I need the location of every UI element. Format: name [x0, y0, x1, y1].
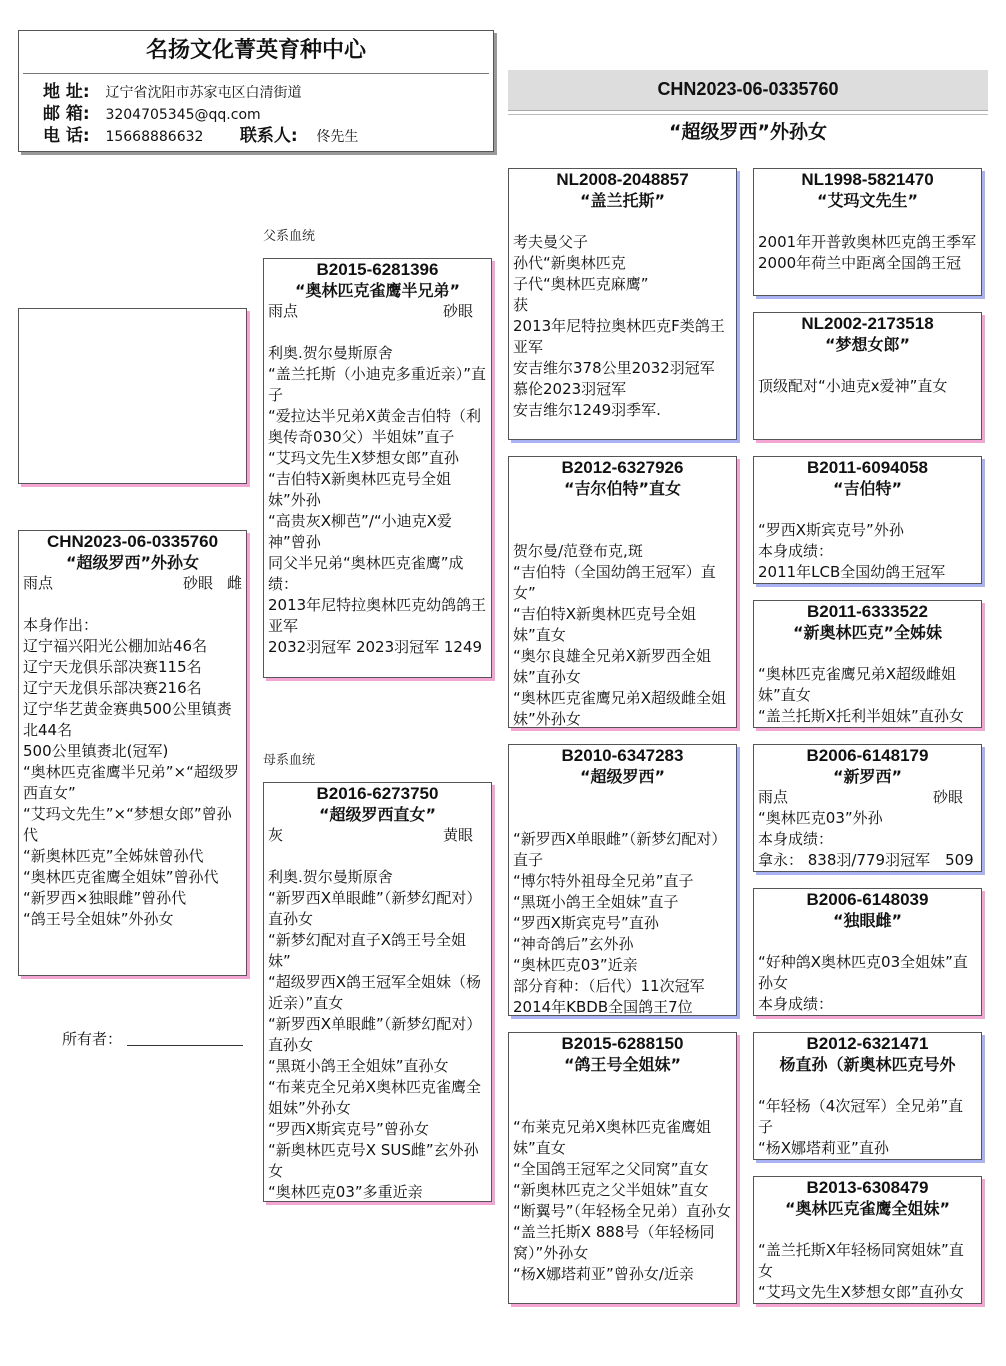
- sire-card[interactable]: [263, 258, 492, 678]
- note-line: 2014年KBDB全国鸽王7位: [513, 998, 693, 1016]
- notes: [754, 499, 981, 583]
- pigeon-name: “超级罗西”外孙女: [65, 553, 200, 572]
- note-line: 本身成绩：: [758, 995, 834, 1013]
- note-line: “艾玛文先生X梦想女郎”直孙女: [758, 1283, 964, 1301]
- note-line: 2032羽冠军 2023羽冠军 1249: [268, 638, 483, 656]
- sire-sire-card[interactable]: [508, 168, 737, 440]
- note-line: [513, 520, 732, 541]
- email-value[interactable]: 3204705345@qq.com: [105, 107, 261, 123]
- note-line: “盖兰托斯（小迪克多重近亲）”直子: [268, 365, 487, 404]
- sire-dam-card[interactable]: [508, 456, 737, 728]
- note-line: “吉伯特X新奥林匹克号全姐妹”外孙: [268, 470, 452, 509]
- note-line: “奥林匹克雀鹰全姐妹”曾孙代: [23, 868, 219, 886]
- pigeon-name: “奥林匹克雀鹰全姐妹”: [784, 1199, 951, 1218]
- breeder-name: 名扬文化菁英育种中心: [145, 38, 366, 63]
- note-line: “盖兰托斯X 888号（年轻杨同窝）”外孙女: [513, 1223, 715, 1262]
- note-line: “盖兰托斯X托利半姐妹”直孙女: [758, 707, 964, 725]
- notes: [264, 322, 491, 658]
- note-line: [758, 643, 977, 664]
- breeder-info-card: [18, 30, 494, 152]
- banner-underline: [508, 114, 988, 115]
- note-line: 同父半兄弟“奥林匹克雀鹰”成绩：: [268, 554, 464, 593]
- note-line: “神奇鸽后”玄外孙: [513, 935, 634, 953]
- pigeon-name: “吉伯特”: [832, 479, 903, 498]
- subject-card[interactable]: [18, 530, 247, 976]
- note-line: “好种鸽X奥林匹克03全姐妹”直孙女: [758, 953, 968, 992]
- ring-number: B2016-6273750: [316, 784, 439, 803]
- note-line: “奥林匹克03”外孙: [758, 809, 883, 827]
- ring-number: NL1998-5821470: [801, 170, 934, 189]
- dsd-card[interactable]: [753, 888, 982, 1016]
- notes: [264, 846, 491, 1202]
- note-line: [268, 322, 487, 343]
- pigeon-name: “新奥林匹克”全姊妹: [792, 623, 943, 642]
- note-line: 500公里镇赉北(冠军): [23, 742, 169, 760]
- pigeon-name: “梦想女郎”: [824, 335, 911, 354]
- note-line: “奥林匹克03”多重近亲: [268, 1183, 423, 1201]
- note-line: “吉伯特（全国幼鸽王冠军）直女”: [513, 563, 716, 602]
- ring-number: B2012-6327926: [561, 458, 684, 477]
- owner-blank-line[interactable]: [127, 1045, 243, 1046]
- notes: [754, 808, 981, 871]
- note-line: “鸽王号全姐妹”外孙女: [23, 910, 174, 928]
- sdd-card[interactable]: [753, 600, 982, 728]
- ring-number: NL2008-2048857: [556, 170, 689, 189]
- ring-number: NL2002-2173518: [801, 314, 934, 333]
- note-line: 贺尔曼/范登布克,斑: [513, 542, 643, 560]
- note-line: 子代“奥林匹克麻鹰”: [513, 275, 649, 293]
- note-line: “罗西X斯宾克号”直孙: [513, 914, 659, 932]
- owner-field[interactable]: [62, 1028, 243, 1049]
- attributes-row: [754, 787, 981, 808]
- note-line: [513, 1075, 732, 1096]
- ring-number: B2006-6148039: [806, 890, 929, 909]
- phone-label: 电 话:: [43, 126, 90, 146]
- notes: [754, 355, 981, 397]
- note-line: “新罗西×独眼雌”曾孙代: [23, 889, 187, 907]
- note-line: “新罗西X单眼雌”（新梦幻配对）直孙女: [268, 1015, 482, 1054]
- note-line: 获: [513, 296, 529, 314]
- notes: [754, 643, 981, 727]
- note-line: “黑斑小鸽王全姐妹”直子: [513, 893, 679, 911]
- note-line: “爱拉达半兄弟X黄金吉伯特（利奥传奇030父）半姐妹”直子: [268, 407, 482, 446]
- pigeon-name: “超级罗西”: [579, 767, 666, 786]
- note-line: 利奥.贺尔曼斯原舍: [268, 344, 393, 362]
- note-line: “新奥林匹克号X SUS雌”玄外孙女: [268, 1141, 479, 1180]
- note-line: “盖兰托斯X年轻杨同窝姐妹”直女: [758, 1241, 964, 1280]
- note-line: 辽宁福兴阳光公棚加站46名: [23, 637, 208, 655]
- notes: [19, 615, 246, 930]
- dam-card[interactable]: [263, 782, 492, 1202]
- ring-number: B2010-6347283: [561, 746, 684, 765]
- note-line: “杨X娜塔莉亚”直孙: [758, 1139, 889, 1157]
- note-line: 利奥.贺尔曼斯原舍: [268, 868, 393, 886]
- sss-card[interactable]: [753, 168, 982, 296]
- pigeon-name: “独眼雌”: [832, 911, 903, 930]
- note-line: “布莱克兄弟X奥林匹克雀鹰姐妹”直女: [513, 1118, 712, 1157]
- contact-value: 佟先生: [316, 129, 359, 145]
- dam-dam-card[interactable]: [508, 1032, 737, 1304]
- email-label: 邮 箱:: [43, 104, 90, 124]
- note-line: 2000年荷兰中距离全国鸽王冠: [758, 254, 962, 272]
- note-line: 2011年LCB全国幼鸽王冠军: [758, 563, 946, 581]
- email-row: [19, 104, 493, 126]
- notes: [754, 931, 981, 1015]
- note-line: 拿永： 838羽/779羽冠军 509: [758, 851, 974, 869]
- note-line: 本身成绩：: [758, 542, 834, 560]
- address-row: [19, 82, 493, 104]
- pigeon-name: 杨直孙（新奥林匹克号外: [779, 1055, 956, 1074]
- notes: [509, 499, 736, 728]
- eye: 黄眼: [442, 826, 473, 844]
- attributes-row: [264, 301, 491, 322]
- ssd-card[interactable]: [753, 312, 982, 440]
- note-line: [513, 1096, 732, 1117]
- note-line: 本身成绩：: [758, 830, 834, 848]
- note-line: “新罗西X单眼雌”（新梦幻配对）直子: [513, 830, 727, 869]
- dss-card[interactable]: [753, 744, 982, 872]
- ring-number: B2012-6321471: [806, 1034, 929, 1053]
- note-line: 安吉维尔378公里2032羽冠军: [513, 359, 715, 377]
- owner-label: 所有者：: [62, 1030, 123, 1048]
- note-line: “艾玛文先生X梦想女郎”直孙: [268, 449, 459, 467]
- note-line: “艾玛文先生”×“梦想女郎”曾孙代: [23, 805, 232, 844]
- note-line: “全国鸽王冠军之父同窝”直女: [513, 1160, 709, 1178]
- note-line: [758, 1219, 977, 1240]
- dam-line-label: 母系血统: [263, 753, 316, 768]
- note-line: 2013年尼特拉奥林匹克F类鸽王亚军: [513, 317, 725, 356]
- eye: 砂眼: [442, 302, 473, 320]
- note-line: [513, 211, 732, 232]
- sire-line-label: 父系血统: [263, 229, 316, 244]
- note-line: “罗西X斯宾克号”曾孙女: [268, 1120, 429, 1138]
- note-line: “新奥林匹克之父半姐妹”直女: [513, 1181, 709, 1199]
- note-line: “超级罗西X鸽王冠军全姐妹（杨近亲）”直女: [268, 973, 482, 1012]
- note-line: 辽宁天龙俱乐部决赛216名: [23, 679, 202, 697]
- note-line: [758, 1075, 977, 1096]
- note-line: “黑斑小鸽王全姐妹”直孙女: [268, 1057, 449, 1075]
- phone-row: [19, 126, 493, 148]
- note-line: [268, 846, 487, 867]
- notes: [754, 1075, 981, 1159]
- ring-number: B2015-6281396: [316, 260, 439, 279]
- color: 雨点: [23, 574, 54, 592]
- note-line: 本身作出：: [23, 616, 99, 634]
- sds-card[interactable]: [753, 456, 982, 584]
- ring-number: B2011-6094058: [806, 458, 928, 477]
- color: 灰: [268, 826, 284, 844]
- notes: [754, 1219, 981, 1303]
- note-line: 孙代“新奥林匹克: [513, 254, 626, 272]
- note-line: 部分育种：（后代）11次冠军: [513, 977, 705, 995]
- note-line: “断翼号”（年轻杨全兄弟）直孙女: [513, 1202, 732, 1220]
- note-line: “新梦幻配对直子X鸽王号全姐妹”: [268, 931, 467, 970]
- note-line: [758, 931, 977, 952]
- notes: [509, 787, 736, 1016]
- notes: [509, 1075, 736, 1285]
- pigeon-name: “超级罗西直女”: [318, 805, 437, 824]
- note-line: 考夫曼父子: [513, 233, 589, 251]
- eye: 砂眼: [932, 788, 963, 806]
- note-line: “奥林匹克雀鹰兄弟X超级雌姐妹”直女: [758, 665, 957, 704]
- note-line: “奥林匹克雀鹰半兄弟”×“超级罗西直女”: [23, 763, 239, 802]
- note-line: “奥林匹克03”近亲: [513, 956, 638, 974]
- note-line: “布莱克全兄弟X奥林匹克雀鹰全姐妹”外孙女: [268, 1078, 482, 1117]
- contact-label: 联系人:: [239, 126, 298, 146]
- note-line: [513, 787, 732, 808]
- ring-number: CHN2023-06-0335760: [46, 532, 219, 551]
- note-line: “博尔特外祖母全兄弟”直子: [513, 872, 694, 890]
- pedigree-banner: [508, 70, 988, 111]
- note-line: [758, 499, 977, 520]
- note-line: “高贵灰X柳芭”/“小迪克X爱神”曾孙: [268, 512, 452, 551]
- note-line: “新罗西X单眼雌”（新梦幻配对）直孙女: [268, 889, 482, 928]
- photo-frame: [18, 308, 247, 484]
- attributes-row: [19, 573, 246, 594]
- ring-number: B2011-6333522: [806, 602, 928, 621]
- pigeon-name: “吉尔伯特”直女: [563, 479, 682, 498]
- note-line: 2001年开普敦奥林匹克鸽王季军: [758, 233, 977, 251]
- ring-number: B2006-6148179: [806, 746, 929, 765]
- banner-pigeon-name: “超级罗西”外孙女: [669, 121, 827, 143]
- note-line: [513, 499, 732, 520]
- note-line: “新奥林匹克”全姊妹曾孙代: [23, 847, 204, 865]
- notes: [754, 211, 981, 274]
- note-line: [758, 355, 977, 376]
- banner-ring-number: CHN2023-06-0335760: [657, 79, 839, 99]
- note-line: [513, 808, 732, 829]
- note-line: “奥尔良雄全兄弟X新罗西全姐妹”直孙女: [513, 647, 712, 686]
- pigeon-name: “新罗西”: [832, 767, 903, 786]
- dds-card[interactable]: [753, 1032, 982, 1160]
- note-line: “年轻杨（4次冠军）全兄弟”直子: [758, 1097, 964, 1136]
- sex: 雌: [226, 574, 242, 592]
- attributes-row: [264, 825, 491, 846]
- color: 雨点: [758, 788, 789, 806]
- dam-sire-card[interactable]: [508, 744, 737, 1016]
- pigeon-name: “奥林匹克雀鹰半兄弟”: [294, 281, 461, 300]
- note-line: 辽宁华艺黄金赛典500公里镇赉北44名: [23, 700, 232, 739]
- note-line: “杨X娜塔莉亚”曾孙女/近亲: [513, 1265, 694, 1283]
- note-line: 2013年尼特拉奥林匹克幼鸽鸽王亚军: [268, 596, 487, 635]
- note-line: 慕伦2023羽冠军: [513, 380, 627, 398]
- color: 雨点: [268, 302, 299, 320]
- note-line: “奥林匹克雀鹰兄弟X超级雌全姐妹”外孙女: [513, 689, 727, 728]
- ddd-card[interactable]: [753, 1176, 982, 1304]
- address-value: 辽宁省沈阳市苏家屯区白清街道: [105, 85, 302, 101]
- note-line: 辽宁天龙俱乐部决赛115名: [23, 658, 202, 676]
- note-line: “吉伯特X新奥林匹克号全姐妹”直女: [513, 605, 697, 644]
- note-line: 顶级配对“小迪克x爱神”直女: [758, 377, 948, 395]
- note-line: “罗西X斯宾克号”外孙: [758, 521, 904, 539]
- eye: 砂眼: [182, 574, 213, 592]
- pigeon-name: “艾玛文先生”: [816, 191, 919, 210]
- note-line: [758, 211, 977, 232]
- phone-value: 15668886632: [105, 129, 204, 145]
- address-label: 地 址:: [43, 82, 90, 102]
- pigeon-name: “鸽王号全姐妹”: [563, 1055, 682, 1074]
- divider: [23, 73, 489, 74]
- note-line: 安吉维尔1249羽季军.: [513, 401, 661, 419]
- ring-number: B2015-6288150: [561, 1034, 684, 1053]
- ring-number: B2013-6308479: [806, 1178, 929, 1197]
- pigeon-name: “盖兰托斯”: [579, 191, 666, 210]
- notes: [509, 211, 736, 421]
